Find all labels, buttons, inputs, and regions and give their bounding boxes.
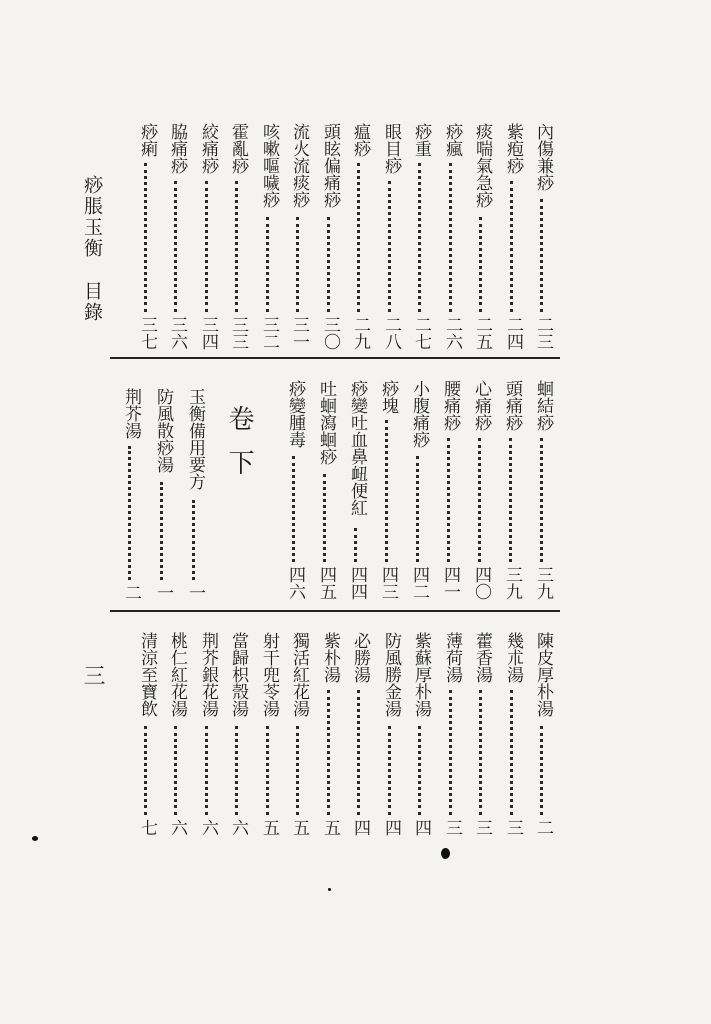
dot-leader <box>205 181 208 312</box>
dot-leader <box>478 438 481 562</box>
toc-entry-page: 四三 <box>378 566 398 600</box>
toc-entry-title: 痧塊 <box>378 380 398 414</box>
toc-entry-title: 痧變腫毒 <box>285 380 305 448</box>
toc-entry-title: 荆芥湯 <box>121 388 141 439</box>
toc-entry-page: 四 <box>350 819 370 836</box>
toc-entry-page: 三 <box>472 819 492 836</box>
dot-leader <box>266 217 269 312</box>
dot-leader <box>540 726 543 815</box>
dot-leader <box>235 181 238 312</box>
toc-entry-title: 吐蛔瀉蛔痧 <box>316 380 336 465</box>
dot-leader <box>357 690 360 815</box>
toc-entry-page: 四一 <box>440 566 460 600</box>
dot-leader <box>192 500 195 580</box>
toc-entry-page: 三二 <box>259 316 279 350</box>
dot-leader <box>327 690 330 815</box>
dot-leader <box>510 181 513 312</box>
toc-entry-title: 荆芥銀花湯 <box>198 632 218 717</box>
dot-leader <box>296 217 299 312</box>
toc-entry-title: 霍亂痧 <box>228 123 248 174</box>
toc-entry-page: 六 <box>228 819 248 836</box>
dot-leader <box>509 438 512 562</box>
folio-number: 三 <box>80 664 105 686</box>
toc-entry-page: 五 <box>320 819 340 836</box>
toc-entry-title: 內傷兼痧 <box>533 123 553 191</box>
toc-entry-page: 三七 <box>137 316 157 350</box>
toc-entry-page: 一 <box>185 584 205 601</box>
dot-leader <box>292 456 295 562</box>
toc-entry-page: 四五 <box>316 566 336 600</box>
dot-leader <box>327 217 330 312</box>
toc-entry-page: 四四 <box>347 566 367 600</box>
toc-entry-page: 五 <box>289 819 309 836</box>
dot-leader <box>418 726 421 815</box>
toc-entry-page: 二七 <box>411 316 431 350</box>
toc-entry-title: 清涼至寶飲 <box>137 632 157 717</box>
toc-entry-page: 五 <box>259 819 279 836</box>
toc-entry-title: 痧痢 <box>137 123 157 157</box>
toc-entry-title: 絞痛痧 <box>198 123 218 174</box>
dot-leader <box>144 726 147 815</box>
toc-entry-title: 頭痛痧 <box>502 380 522 431</box>
dot-leader <box>540 438 543 562</box>
toc-entry-title: 蛔結痧 <box>533 380 553 431</box>
toc-entry-title: 心痛痧 <box>471 380 491 431</box>
toc-entry-title: 痧重 <box>411 123 431 157</box>
toc-entry-title: 防風勝金湯 <box>381 632 401 717</box>
toc-entry-title: 小腹痛痧 <box>409 380 429 448</box>
toc-entry-title: 必勝湯 <box>350 632 370 683</box>
toc-entry-page: 二四 <box>503 316 523 350</box>
toc-entry-page: 二六 <box>442 316 462 350</box>
dot-leader <box>144 163 147 312</box>
toc-entry-page: 三 <box>442 819 462 836</box>
toc-entry-title: 脇痛痧 <box>167 123 187 174</box>
toc-entry-title: 痰喘氣急痧 <box>472 123 492 208</box>
toc-entry-title: 頭眩偏痛痧 <box>320 123 340 208</box>
dot-leader <box>388 726 391 815</box>
divider-bottom <box>110 610 560 612</box>
dot-leader <box>385 420 388 562</box>
toc-entry-page: 二五 <box>472 316 492 350</box>
toc-entry-title: 腰痛痧 <box>440 380 460 431</box>
dot-leader <box>449 163 452 312</box>
dot-leader <box>510 690 513 815</box>
toc-entry-title: 幾朮湯 <box>503 632 523 683</box>
ink-speck <box>328 888 331 891</box>
toc-entry-page: 四二 <box>409 566 429 600</box>
dot-leader <box>174 181 177 312</box>
toc-entry-title: 當歸枳殼湯 <box>228 632 248 717</box>
toc-entry-page: 三九 <box>533 566 553 600</box>
toc-entry-title: 桃仁紅花湯 <box>167 632 187 717</box>
dot-leader <box>128 446 131 580</box>
dot-leader <box>449 690 452 815</box>
dot-leader <box>418 163 421 312</box>
toc-entry-title: 紫疱痧 <box>503 123 523 174</box>
dot-leader <box>416 456 419 562</box>
toc-entry-page: 一 <box>153 584 173 601</box>
toc-entry-page: 三 <box>503 819 523 836</box>
toc-entry-page: 四〇 <box>471 566 491 600</box>
toc-entry-page: 四六 <box>285 566 305 600</box>
toc-entry-page: 二三 <box>533 316 553 350</box>
toc-entry-page: 三九 <box>502 566 522 600</box>
dot-leader <box>540 199 543 312</box>
toc-entry-title: 防風散痧湯 <box>153 388 173 473</box>
toc-entry-title: 薄荷湯 <box>442 632 462 683</box>
dot-leader <box>357 163 360 312</box>
dot-leader <box>388 181 391 312</box>
book-title: 痧脹玉衡 <box>81 175 103 259</box>
ink-speck <box>441 848 450 859</box>
toc-entry-page: 三六 <box>167 316 187 350</box>
dot-leader <box>354 528 357 562</box>
dot-leader <box>160 482 163 580</box>
toc-entry-page: 六 <box>167 819 187 836</box>
toc-entry-title: 痧瘋 <box>442 123 462 157</box>
toc-entry-page: 三〇 <box>320 316 340 350</box>
toc-entry-title: 紫蘇厚朴湯 <box>411 632 431 717</box>
toc-entry-title: 咳嗽嘔噦痧 <box>259 123 279 208</box>
dot-leader <box>205 726 208 815</box>
dot-leader <box>266 726 269 815</box>
running-title <box>81 175 105 323</box>
ink-speck <box>32 836 38 841</box>
toc-entry-page: 四 <box>381 819 401 836</box>
dot-leader <box>296 726 299 815</box>
dot-leader <box>174 726 177 815</box>
dot-leader <box>447 438 450 562</box>
dot-leader <box>235 726 238 815</box>
toc-entry-title: 痧變吐血鼻衄便紅 <box>347 380 367 516</box>
toc-entry-title: 獨活紅花湯 <box>289 632 309 717</box>
toc-entry-page: 三三 <box>228 316 248 350</box>
toc-entry-title: 紫朴湯 <box>320 632 340 683</box>
toc-entry-page: 二八 <box>381 316 401 350</box>
toc-entry-title: 陳皮厚朴湯 <box>533 632 553 717</box>
toc-entry-title: 射干兜苓湯 <box>259 632 279 717</box>
toc-entry-page: 二 <box>121 584 141 601</box>
section-name: 目錄 <box>81 281 103 323</box>
divider-top <box>110 357 560 359</box>
toc-entry-page: 三一 <box>289 316 309 350</box>
section-heading: 卷下 <box>224 405 254 493</box>
dot-leader <box>323 474 326 562</box>
dot-leader <box>479 690 482 815</box>
toc-entry-page: 七 <box>137 819 157 836</box>
toc-entry-title: 流火流痰痧 <box>289 123 309 208</box>
dot-leader <box>479 217 482 312</box>
toc-entry-page: 三四 <box>198 316 218 350</box>
toc-entry-title: 玉衡備用要方 <box>185 388 205 490</box>
toc-entry-title: 眼目痧 <box>381 123 401 174</box>
toc-entry-title: 藿香湯 <box>472 632 492 683</box>
toc-entry-title: 瘟痧 <box>350 123 370 157</box>
toc-entry-page: 二九 <box>350 316 370 350</box>
toc-entry-page: 四 <box>411 819 431 836</box>
toc-entry-page: 二 <box>533 819 553 836</box>
toc-entry-page: 六 <box>198 819 218 836</box>
